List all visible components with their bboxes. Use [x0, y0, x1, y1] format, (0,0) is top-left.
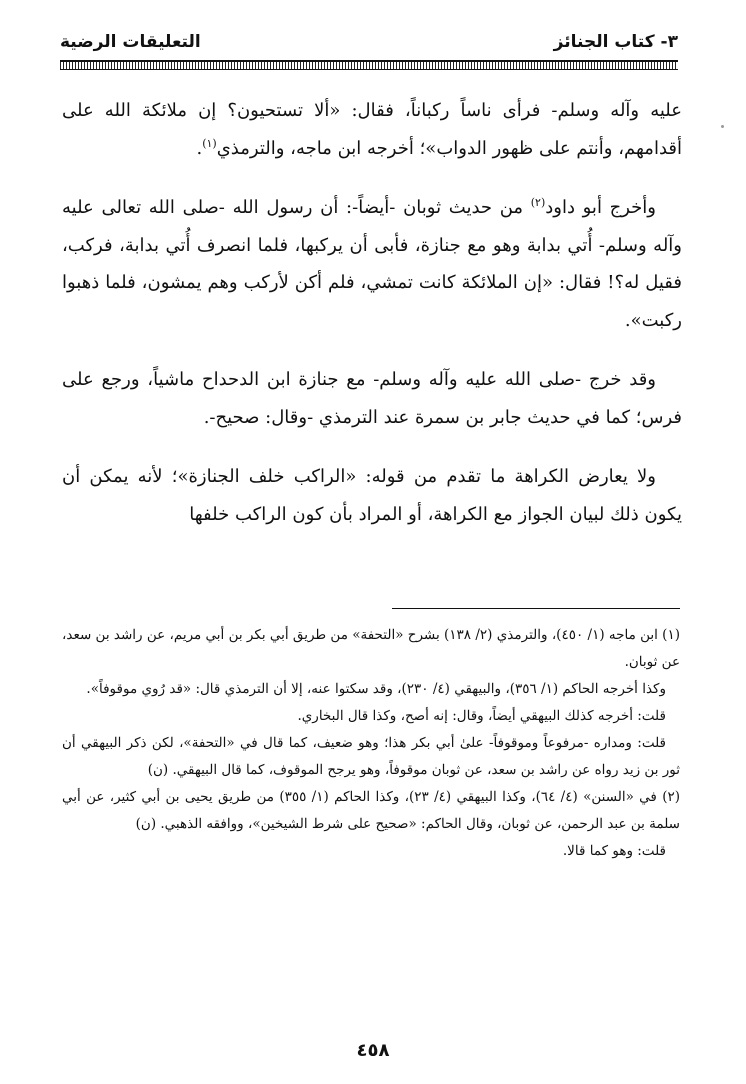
main-text: [62, 92, 682, 555]
paragraph-1: عليه وآله وسلم- فرأى ناساً ركباناً، فقال: «ألا تستحيون؟ إن ملائكة الله على أقدامهم، وأنتم على ظهور الدواب»؛ أخرجه ابن ماجه، والترمذي$^{(١)}$.: [62, 100, 682, 159]
footnote-1: (١) ابن ماجه (١/ ٤٥٠)، والترمذي (٢/ ١٣٨) بشرح «التحفة» من طريق أبي بكر بن أبي مريم، عن راشد بن سعد، عن ثوبان.: [62, 627, 680, 670]
running-header: [60, 28, 678, 58]
footnote-separator: [392, 608, 680, 609]
chapter-title: ٣- كتاب الجنائز: [553, 32, 678, 52]
scan-speck: [721, 125, 724, 128]
footnote-1-cont-b: قلت: أخرجه كذلك البيهقي أيضاً، وقال: إنه أصح، وكذا قال البخاري.: [297, 708, 666, 724]
footnote-1-cont-a: وكذا أخرجه الحاكم (١/ ٣٥٦)، والبيهقي (٤/ ٢٣٠)، وقد سكتوا عنه، إلا أن الترمذي قال: «قد رُوي موقوفاً».: [86, 681, 666, 697]
header-rule: [60, 60, 678, 70]
page-number: ٤٥٨: [356, 1040, 390, 1061]
footnote-2: (٢) في «السنن» (٤/ ٦٤)، وكذا البيهقي (٤/ ٢٣)، وكذا الحاكم (١/ ٣٥٥) من طريق يحيى بن أبي كثير، عن أبي سلمة بن عبد الرحمن، عن ثوبان، وقال الحاكم: «صحيح على شرط الشيخين»، ووافقه الذهبي. (ن): [62, 789, 681, 832]
footnotes: [62, 622, 680, 865]
footnote-ref-2: (٢): [530, 196, 546, 209]
paragraph-4: ولا يعارض الكراهة ما تقدم من قوله: «الراكب خلف الجنازة»؛ لأنه يمكن أن يكون ذلك لبيان الجواز مع الكراهة، أو المراد بأن كون الراكب خلفها: [62, 466, 682, 525]
paragraph-2: وأخرج أبو داود$^{(٢)}$ من حديث ثوبان -أيضاً-: أن رسول الله -صلى الله تعالى عليه وآله وسلم- أُتي بدابة وهو مع جنازة، فأبى أن يركبها، فلما انصرف أُتي بدابة، فركب، فقيل له؟! فقال: «إن الملائكة كانت تمشي، فلم أكن لأركب وهم يمشون، فلما ذهبوا ركبت».: [62, 196, 682, 331]
footnote-2-cont: قلت: وهو كما قالا.: [562, 843, 666, 859]
book-title: التعليقات الرضية: [60, 32, 201, 52]
paragraph-3: وقد خرج -صلى الله عليه وآله وسلم- مع جنازة ابن الدحداح ماشياً، ورجع على فرس؛ كما في حديث جابر بن سمرة عند الترمذي -وقال: صحيح-.: [62, 369, 682, 428]
footnote-1-cont-c: قلت: ومداره -مرفوعاً وموقوفاً- علىٰ أبي بكر هذا؛ وهو ضعيف، كما قال في «التحفة»، لكن ذكر البيهقي أن ثور بن زيد رواه عن راشد بن سعد، عن ثوبان موقوفاً، وهو يرجح الموقوف، كما قال البيهقي. (ن): [62, 735, 680, 778]
footnote-ref-1: (١): [202, 136, 217, 150]
